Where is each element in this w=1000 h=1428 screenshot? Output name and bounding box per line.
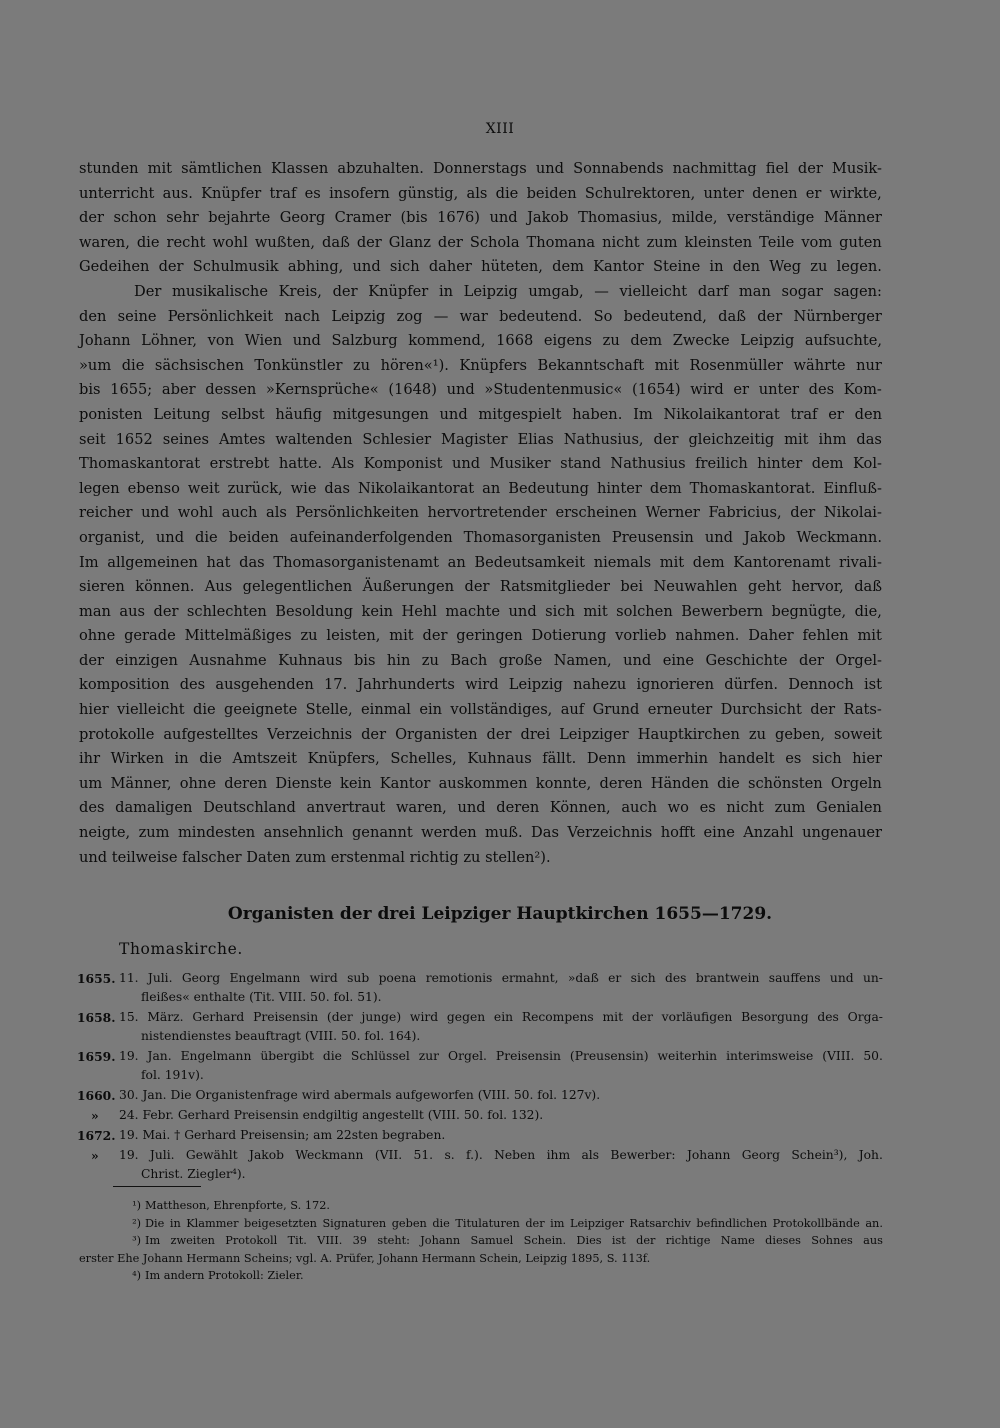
footnote-separator — [113, 1186, 201, 1187]
footnote-text: Die in Klammer beigesetzten Signaturen geben die Titulaturen der im Leipziger Ratsarchiv befindlichen Protokollbände an. — [145, 1216, 883, 1230]
footnote — [79, 1267, 883, 1285]
chronology-entry — [77, 1146, 883, 1184]
footnote — [79, 1215, 883, 1233]
entry-line: fleißes« enthalte (Tit. VIII. 50. fol. 51). — [141, 990, 382, 1004]
entry-year: » — [91, 1148, 99, 1163]
entry-line: 15. März. Gerhard Preisensin (der junge) wird gegen ein Recompens mit der vorläufigen Besorgung des Orga- — [119, 1010, 883, 1024]
entry-line: 19. Jan. Engelmann übergibt die Schlüssel zur Orgel. Preisensin (Preusensin) weiterhin interimsweise (VIII. 50. — [119, 1049, 883, 1063]
footnote-mark: ²) — [132, 1216, 141, 1230]
entry-line: 24. Febr. Gerhard Preisensin endgiltig angestellt (VIII. 50. fol. 132). — [119, 1108, 544, 1122]
text-line: Thomaskantorat erstrebt hatte. Als Komponist und Musiker stand Nathusius freilich hinter dem Kol- — [79, 455, 882, 473]
text-line: ponisten Leitung selbst häufig mitgesungen und mitgespielt haben. Im Nikolaikantorat traf er den — [79, 405, 882, 423]
entry-line: nistendienstes beauftragt (VIII. 50. fol. 164). — [141, 1029, 421, 1043]
entry-line: 19. Mai. † Gerhard Preisensin; am 22sten begraben. — [119, 1128, 446, 1142]
text-line: ohne gerade Mittelmäßiges zu leisten, mit der geringen Dotierung vorlieb nahmen. Daher fehlen mit — [79, 627, 882, 645]
text-line: Im allgemeinen hat das Thomasorganistenamt an Bedeutsamkeit niemals mit dem Kantorenamt rivali- — [79, 553, 882, 571]
text-line: organist, und die beiden aufeinanderfolgenden Thomasorganisten Preusensin und Jakob Weckmann. — [79, 528, 882, 546]
text-line: und teilweise falscher Daten zum erstenmal richtig zu stellen²). — [79, 848, 551, 866]
entry-line: Christ. Ziegler⁴). — [141, 1167, 246, 1181]
entry-year: » — [91, 1108, 99, 1123]
footnote-text: Im andern Protokoll: Zieler. — [145, 1269, 304, 1282]
text-line: reicher und wohl auch als Persönlichkeiten hervortretender erscheinen Werner Fabricius, der Nikolai- — [79, 504, 882, 522]
chronology-entry — [77, 1126, 883, 1145]
text-line: »um die sächsischen Tonkünstler zu hören«¹). Knüpfers Bekanntschaft mit Rosenmüller währte nur — [79, 356, 882, 374]
text-line: Johann Löhner, von Wien und Salzburg kommend, 1668 eigens zu dem Zwecke Leipzig aufsuchte, — [79, 332, 882, 350]
body-paragraph — [79, 157, 882, 870]
section-title: Organisten der drei Leipziger Hauptkirchen 1655—1729. — [227, 904, 773, 924]
text-line: legen ebenso weit zurück, wie das Nikolaikantorat an Bedeutung hinter dem Thomaskantorat. Einfluß- — [79, 479, 882, 497]
footnote-mark: ⁴) — [132, 1269, 141, 1282]
text-line: Der musikalische Kreis, der Knüpfer in Leipzig umgab, — vielleicht darf man sogar sagen: — [134, 282, 882, 300]
entry-line: 19. Juli. Gewählt Jakob Weckmann (VII. 51. s. f.). Neben ihm als Bewerber: Johann Georg Schein³), Joh. — [119, 1148, 883, 1162]
text-line: protokolle aufgestelltes Verzeichnis der Organisten der drei Leipziger Hauptkirchen zu geben, soweit — [79, 725, 882, 743]
footnote-mark: ³) — [132, 1234, 141, 1247]
footnote-text: Mattheson, Ehrenpforte, S. 172. — [145, 1199, 330, 1212]
entry-year: 1658. — [77, 1010, 116, 1025]
entry-year: 1660. — [77, 1088, 116, 1103]
text-line: des damaligen Deutschland anvertraut waren, und deren Können, auch wo es nicht zum Genialen — [79, 799, 882, 817]
chronology-entry — [77, 1086, 883, 1105]
chronology-entry — [77, 1008, 883, 1046]
text-line: der einzigen Ausnahme Kuhnaus bis hin zu Bach große Namen, und eine Geschichte der Orgel- — [79, 651, 882, 669]
text-line: stunden mit sämtlichen Klassen abzuhalten. Donnerstags und Sonnabends nachmittag fiel der Musik- — [79, 160, 882, 177]
entry-line: fol. 191v). — [141, 1068, 204, 1082]
footnote-mark: ¹) — [132, 1199, 141, 1212]
chronology-entry — [77, 1047, 883, 1085]
organist-chronology — [77, 969, 883, 1185]
entry-year: 1655. — [77, 971, 116, 986]
text-line: seit 1652 seines Amtes waltenden Schlesier Magister Elias Nathusius, der gleichzeitig mit ihm das — [79, 430, 882, 448]
text-line: hier vielleicht die geeignete Stelle, einmal ein vollständiges, auf Grund erneuter Durchsicht der Rats- — [79, 701, 882, 719]
footnote-continuation — [79, 1250, 883, 1268]
text-line: sieren können. Aus gelegentlichen Äußerungen der Ratsmitglieder bei Neuwahlen geht hervor, daß — [79, 578, 882, 596]
text-line: man aus der schlechten Besoldung kein Hehl machte und sich mit solchen Bewerbern begnügte, die, — [79, 602, 882, 620]
text-line: bis 1655; aber dessen »Kernsprüche« (1648) und »Studentenmusic« (1654) wird er unter des Kom- — [79, 381, 882, 399]
text-line: neigte, zum mindesten ansehnlich genannt werden muß. Das Verzeichnis hofft eine Anzahl ungenauer — [79, 824, 882, 842]
footnote — [79, 1232, 883, 1250]
text-line: um Männer, ohne deren Dienste kein Kantor auskommen konnte, deren Händen die schönsten Orgeln — [79, 774, 882, 792]
footnote-text: Im zweiten Protokoll Tit. VIII. 39 steht: Johann Samuel Schein. Dies ist der richtige Name dieses Sohnes aus — [145, 1234, 883, 1247]
chronology-entry — [77, 1106, 883, 1125]
text-line: der schon sehr bejahrte Georg Cramer (bis 1676) und Jakob Thomasius, milde, verständige Männer — [79, 209, 882, 227]
text-line: den seine Persönlichkeit nach Leipzig zog — war bedeutend. So bedeutend, daß der Nürnberger — [79, 307, 882, 325]
text-line: ihr Wirken in die Amtszeit Knüpfers, Schelles, Kuhnaus fällt. Denn immerhin handelt es sich hier — [79, 750, 882, 768]
entry-line: 11. Juli. Georg Engelmann wird sub poena remotionis ermahnt, »daß er sich des brantwein sauffens und un- — [119, 971, 883, 985]
subsection-heading: Thomaskirche. — [119, 940, 243, 958]
entry-year: 1672. — [77, 1128, 116, 1143]
chronology-entry — [77, 969, 883, 1007]
text-line: waren, die recht wohl wußten, daß der Glanz der Schola Thomana nicht zum kleinsten Teile vom guten — [79, 233, 882, 251]
footnotes — [79, 1197, 883, 1285]
entry-year: 1659. — [77, 1049, 116, 1064]
text-line: Gedeihen der Schulmusik abhing, und sich daher hüteten, dem Kantor Steine in den Weg zu legen. — [79, 258, 882, 276]
page-number: XIII — [485, 121, 515, 137]
entry-line: 30. Jan. Die Organistenfrage wird abermals aufgeworfen (VIII. 50. fol. 127v). — [119, 1088, 601, 1102]
footnote — [79, 1197, 883, 1215]
text-line: komposition des ausgehenden 17. Jahrhunderts wird Leipzig nahezu ignorieren dürfen. Dennoch ist — [79, 676, 882, 694]
text-line: unterricht aus. Knüpfer traf es insofern günstig, als die beiden Schulrektoren, unter denen er wirkte, — [79, 184, 882, 202]
footnote-text: erster Ehe Johann Hermann Scheins; vgl. A. Prüfer, Johann Hermann Schein, Leipzig 1895, S. 113f. — [79, 1251, 651, 1265]
